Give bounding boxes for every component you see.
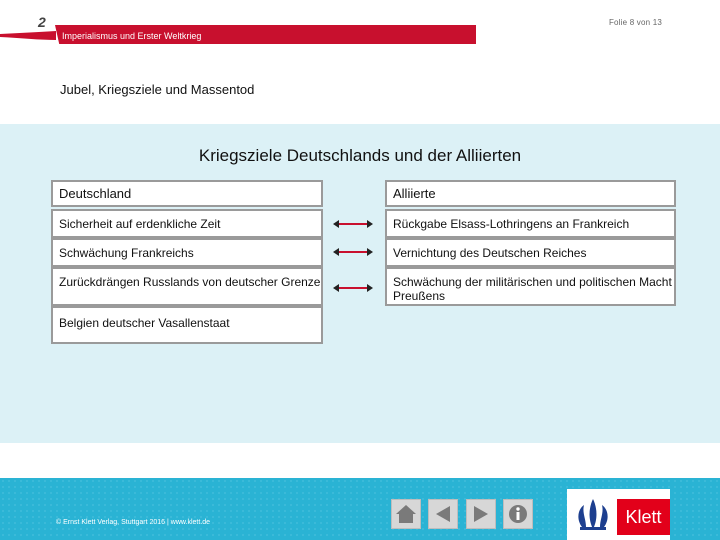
table-cell-right-1: Rückgabe Elsass-Lothringens an Frankreich	[385, 209, 676, 238]
content-area	[0, 124, 720, 443]
info-button[interactable]	[503, 499, 533, 529]
klett-wordmark: Klett	[617, 499, 670, 535]
table-title: Kriegsziele Deutschlands und der Alliierten	[198, 146, 522, 165]
klett-emblem-icon	[572, 497, 614, 535]
table-cell-left-2: Schwächung Frankreichs	[51, 238, 323, 267]
table-header-left: Deutschland	[51, 180, 323, 207]
double-arrow-icon	[333, 284, 373, 292]
table-cell-right-2: Vernichtung des Deutschen Reiches	[385, 238, 676, 267]
table-cell-left-3: Zurückdrängen Russlands von deutscher Grenze	[51, 267, 323, 306]
home-icon	[394, 503, 418, 525]
table-cell-left-1: Sicherheit auf erdenkliche Zeit	[51, 209, 323, 238]
copyright-text: © Ernst Klett Verlag, Stuttgart 2016 | www.klett.de	[56, 519, 211, 526]
page-subtitle: Jubel, Kriegsziele und Massentod	[60, 82, 255, 97]
double-arrow-icon	[333, 220, 373, 228]
home-button[interactable]	[391, 499, 421, 529]
info-icon	[507, 503, 529, 525]
slide-counter: Folie 8 von 13	[608, 18, 662, 27]
next-icon	[470, 503, 492, 525]
table-cell-right-3: Schwächung der militärischen und politischen Macht Preußens	[385, 267, 676, 306]
double-arrow-icon	[333, 248, 373, 256]
slide-number: 2	[38, 14, 46, 30]
previous-button[interactable]	[428, 499, 458, 529]
table-cell-left-4: Belgien deutscher Vasallenstaat	[51, 306, 323, 344]
previous-icon	[432, 503, 454, 525]
header-band-text: Imperialismus und Erster Weltkrieg	[62, 31, 202, 41]
table-header-right: Alliierte	[385, 180, 676, 207]
next-button[interactable]	[466, 499, 496, 529]
